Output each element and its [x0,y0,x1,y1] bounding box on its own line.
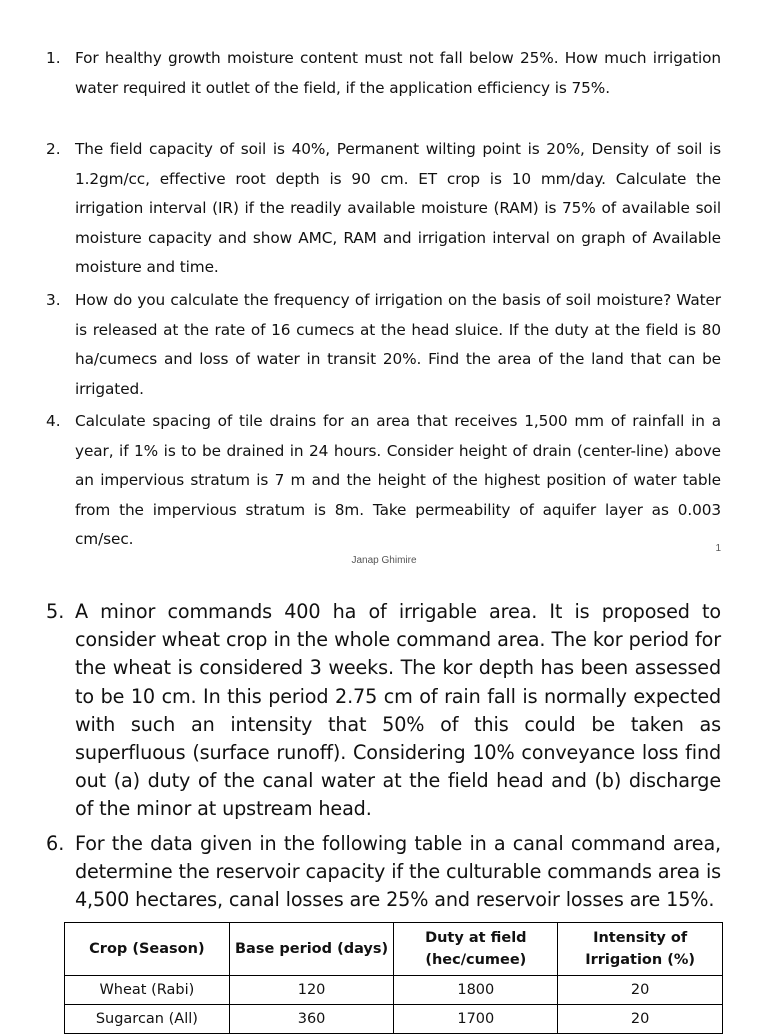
table-row [65,1005,723,1034]
table-row [65,976,723,1005]
question-number: 1. [46,49,61,67]
table-cell: Sugarcan (All) [65,1005,230,1034]
page-number: 1 [715,543,721,554]
question-6-text: For the data given in the following table in a canal command area, determine the reservoir capacity if the culturable commands area is 4,500 hectares, canal losses are 25% and reservoir losses are 15%. [75,832,721,912]
question-number: 5. [46,600,65,623]
table-cell: Wheat (Rabi) [65,976,230,1005]
footer-author: Janap Ghimire [351,555,417,566]
table-cell: 1700 [394,1005,558,1034]
crop-data-table [64,922,723,1034]
table-header-cell: Crop (Season) [65,923,230,976]
table-header-cell: Base period (days) [229,923,394,976]
table-cell: 120 [229,976,394,1005]
question-number: 6. [46,832,65,855]
table-cell: 360 [229,1005,394,1034]
table-cell: 20 [558,1005,723,1034]
table-cell: 1800 [394,976,558,1005]
question-4-text: Calculate spacing of tile drains for an area that receives 1,500 mm of rainfall in a year, if 1% is to be drained in 24 hours. Consider height of drain (center-line) above an impervious stratum is 7 m and the height of the highest position of water table from the impervious stratum is 8m. Take permeability of aquifer layer as 0.003 cm/sec. [75,412,721,549]
question-2-text: The field capacity of soil is 40%, Permanent wilting point is 20%, Density of soil is 1.2gm/cc, effective root depth is 90 cm. ET crop is 10 mm/day. Calculate the irrigation interval (IR) if the readily available moisture (RAM) is 75% of available soil moisture capacity and show AMC, RAM and irrigation interval on graph of Available moisture and time. [75,140,721,277]
table-cell: 20 [558,976,723,1005]
question-3-text: How do you calculate the frequency of irrigation on the basis of soil moisture? Water is released at the rate of 16 cumecs at the head sluice. If the duty at the field is 80 ha/cumecs and loss of water in transit 20%. Find the area of the land that can be irrigated. [75,291,721,398]
table-header-row [65,923,723,976]
table-header-cell: Intensity of Irrigation (%) [558,923,723,976]
question-number: 3. [46,291,61,309]
question-5-text: A minor commands 400 ha of irrigable area. It is proposed to consider wheat crop in the whole command area. The kor period for the wheat is considered 3 weeks. The kor depth has been assessed to be 10 cm. In this period 2.75 cm of rain fall is normally expected with such an intensity that 50% of this could be taken as superfluous (surface runoff). Considering 10% conveyance loss find out (a) duty of the canal water at the field head and (b) discharge of the minor at upstream head. [75,600,721,821]
question-number: 2. [46,140,61,158]
question-number: 4. [46,412,61,430]
table-header-cell: Duty at field (hec/cumee) [394,923,558,976]
question-1-text: For healthy growth moisture content must not fall below 25%. How much irrigation water required it outlet of the field, if the application efficiency is 75%. [75,49,721,97]
